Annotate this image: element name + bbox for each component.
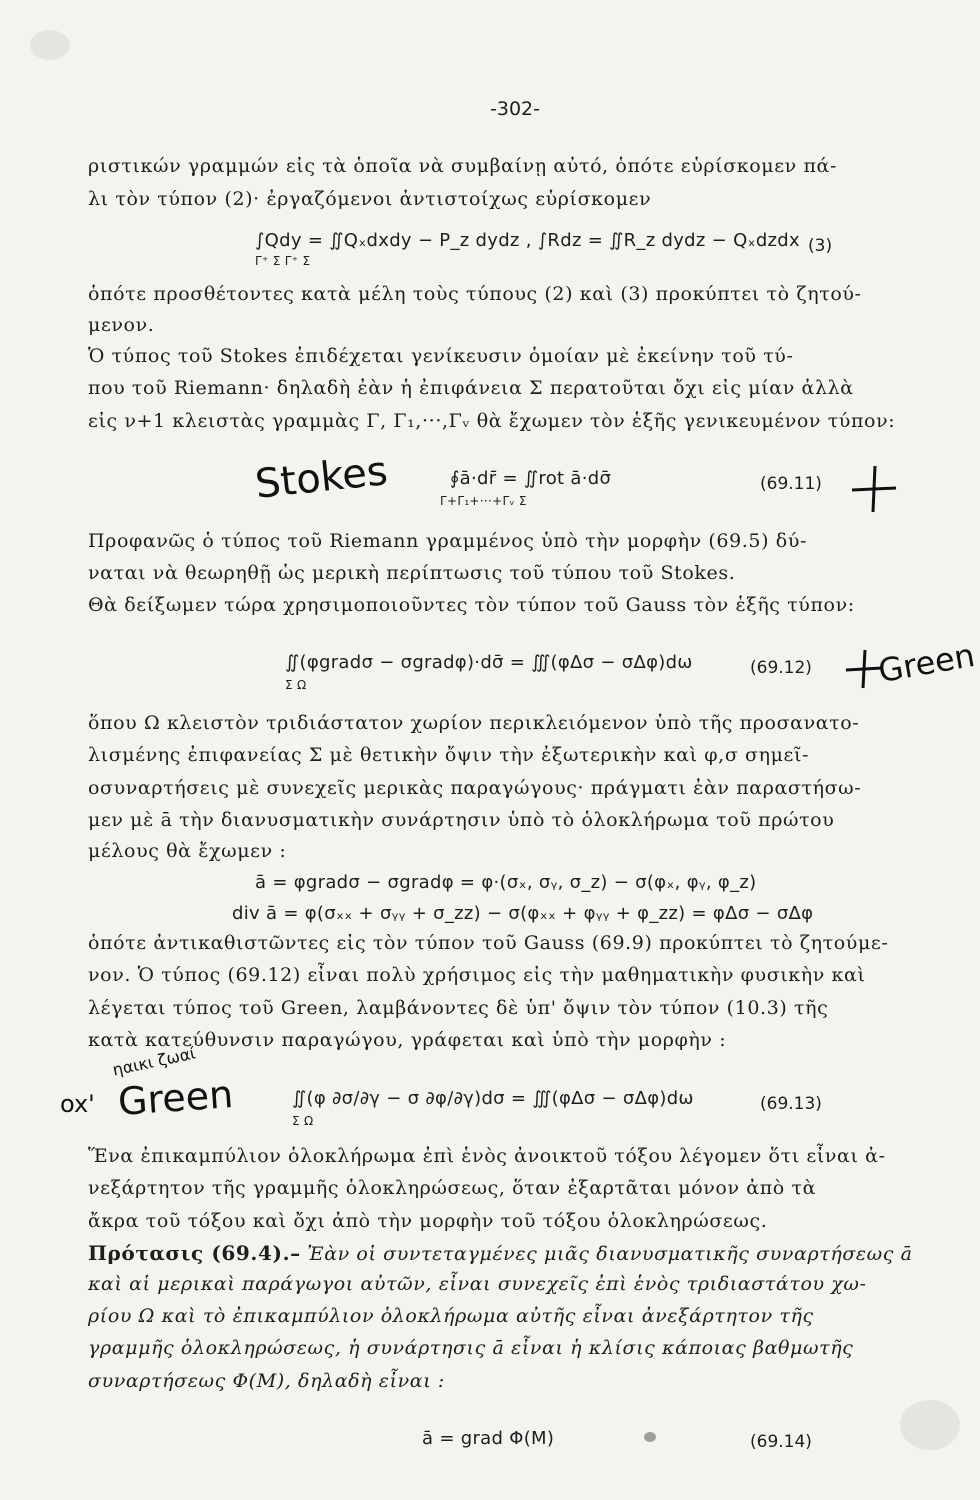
text-line: λι τὸν τύπον (2)· ἐργαζόμενοι ἀντιστοίχως εὑρίσκομεν xyxy=(88,188,652,210)
ink-spot xyxy=(644,1432,656,1442)
text-line: που τοῦ Riemann· δηλαδὴ ἐὰν ἡ ἐπιφάνεια Σ περατοῦται ὄχι εἰς μίαν ἀλλὰ xyxy=(88,377,854,399)
equation-69-14: ā = grad Φ(Μ) xyxy=(422,1428,555,1449)
text-line: μενον. xyxy=(88,314,155,336)
text-line: ναται νὰ θεωρηθῇ ὡς μερικὴ περίπτωσις τοῦ τύπου τοῦ Stokes. xyxy=(88,562,736,584)
paper-smudge xyxy=(900,1400,960,1450)
equation-69-13-limits: Σ Ω xyxy=(292,1114,314,1128)
equation-69-11-limits: Γ+Γ₁+···+Γᵥ Σ xyxy=(440,494,527,508)
text-line: λέγεται τύπος τοῦ Green, λαμβάνοντες δὲ ὑπ' ὄψιν τὸν τύπον (10.3) τῆς xyxy=(88,997,829,1019)
text-line: γραμμῆς ὁλοκληρώσεως, ἡ συνάρτησις ā εἶναι ἡ κλίσις κάποιας βαθμωτῆς xyxy=(88,1337,854,1359)
text-line: μέλους θὰ ἔχωμεν : xyxy=(88,840,287,862)
text-line: ὅπου Ω κλειστὸν τριδιάστατον χωρίον περικλειόμενον ὑπὸ τῆς προσανατο- xyxy=(88,712,860,734)
paper-smudge xyxy=(30,30,70,60)
text-line: λισμένης ἐπιφανείας Σ μὲ θετικὴν ὄψιν τὴν ἐξωτερικὴν καὶ φ,σ σημεῖ- xyxy=(88,744,810,766)
handwritten-green: Green xyxy=(116,1072,235,1124)
equation-69-12-limits: Σ Ω xyxy=(285,678,307,692)
handwritten-note: ηαικι ζωαί xyxy=(110,1043,198,1080)
text-line: νεξάρτητον τῆς γραμμῆς ὁλοκληρώσεως, ὅταν ἐξαρτᾶται μόνον ἀπὸ τὰ xyxy=(88,1177,817,1199)
text-line: ρίου Ω καὶ τὸ ἐπικαμπύλιον ὁλοκλήρωμα αὐτῆς εἶναι ἀνεξάρτητον τῆς xyxy=(88,1305,814,1327)
proposition-title: Πρότασις (69.4).– xyxy=(88,1241,301,1265)
text-line: ἄκρα τοῦ τόξου καὶ ὄχι ἀπὸ τὴν μορφὴν τοῦ τόξου ὁλοκληρώσεως. xyxy=(88,1210,768,1232)
equation-div-a: div ā = φ(σₓₓ + σᵧᵧ + σ_zz) − σ(φₓₓ + φᵧᵧ + φ_zz) = φΔσ − σΔφ xyxy=(232,903,814,924)
text-line: Ἕνα ἐπικαμπύλιον ὁλοκλήρωμα ἐπὶ ἑνὸς ἀνοικτοῦ τόξου λέγομεν ὅτι εἶναι ἀ- xyxy=(88,1145,886,1167)
text-line: Προφανῶς ὁ τύπος τοῦ Riemann γραμμένος ὑπὸ τὴν μορφὴν (69.5) δύ- xyxy=(88,530,807,552)
equation-3-limits: Γ⁺ Σ Γ⁺ Σ xyxy=(255,254,311,268)
equation-number: (69.11) xyxy=(760,474,822,494)
equation-number: (69.12) xyxy=(750,658,812,678)
text-line: συναρτήσεως Φ(Μ), δηλαδὴ εἶναι : xyxy=(88,1370,445,1392)
text-line: ὁπότε ἀντικαθιστῶντες εἰς τὸν τύπον τοῦ Gauss (69.9) προκύπτει τὸ ζητούμε- xyxy=(88,932,889,954)
equation-69-11: ∮ā·dr̄ = ∬rot ā·dσ̄ xyxy=(450,468,612,489)
text-line: νον. Ὁ τύπος (69.12) εἶναι πολὺ χρήσιμος εἰς τὴν μαθηματικὴν φυσικὴν καὶ xyxy=(88,964,866,986)
handwritten-plus-mark xyxy=(848,462,900,514)
page-number: -302- xyxy=(490,98,540,120)
handwritten-ox: ox' xyxy=(60,1090,95,1118)
proposition-text: Ἐὰν οἱ συντεταγμένες μιᾶς διανυσματικῆς συναρτήσεως ā xyxy=(307,1243,913,1265)
equation-69-12: ∬(φgradσ − σgradφ)·dσ̄ = ∭(φΔσ − σΔφ)dω xyxy=(285,652,693,673)
text-line: κατὰ κατεύθυνσιν παραγώγου, γράφεται καὶ ὑπὸ τὴν μορφὴν : xyxy=(88,1029,727,1051)
text-line: εἰς ν+1 κλειστὰς γραμμὰς Γ, Γ₁,···,Γᵥ θὰ ἔχωμεν τὸν ἑξῆς γενικευμένον τύπον: xyxy=(88,410,896,432)
equation-69-13: ∬(φ ∂σ/∂γ − σ ∂φ/∂γ)dσ = ∭(φΔσ − σΔφ)dω xyxy=(292,1088,694,1109)
handwritten-stokes: Stokes xyxy=(252,448,390,508)
equation-vector-a: ā = φgradσ − σgradφ = φ·(σₓ, σᵧ, σ_z) − σ(φₓ, φᵧ, φ_z) xyxy=(255,872,757,893)
text-line: ριστικών γραμμών εἰς τὰ ὁποῖα νὰ συμβαίνῃ αὐτό, ὁπότε εὑρίσκομεν πά- xyxy=(88,155,837,177)
text-line: Θὰ δείξωμεν τώρα χρησιμοποιοῦντες τὸν τύπον τοῦ Gauss τὸν ἑξῆς τύπον: xyxy=(88,594,855,616)
text-line: Ὁ τύπος τοῦ Stokes ἐπιδέχεται γενίκευσιν ὁμοίαν μὲ ἐκείνην τοῦ τύ- xyxy=(88,345,794,367)
equation-number: (3) xyxy=(808,236,833,256)
text-line: καὶ αἱ μερικαὶ παράγωγοι αὐτῶν, εἶναι συνεχεῖς ἐπὶ ἑνὸς τριδιαστάτου χω- xyxy=(88,1273,867,1295)
text-line: ὁπότε προσθέτοντες κατὰ μέλη τοὺς τύπους (2) καὶ (3) προκύπτει τὸ ζητού- xyxy=(88,283,862,305)
equation-number: (69.13) xyxy=(760,1094,822,1114)
proposition-line xyxy=(88,1241,913,1265)
equation-number: (69.14) xyxy=(750,1432,812,1452)
text-line: οσυναρτήσεις μὲ συνεχεῖς μερικὰς παραγώγους· πράγματι ἐὰν παραστήσω- xyxy=(88,777,862,799)
handwritten-green: Green xyxy=(875,635,978,691)
text-line: μεν μὲ ā τὴν διανυσματικὴν συνάρτησιν ὑπὸ τὸ ὁλοκλήρωμα τοῦ πρώτου xyxy=(88,809,835,831)
equation-3: ∫Qdy = ∬Qₓdxdy − P_z dydz , ∫Rdz = ∬R_z dydz − Qₓdzdx xyxy=(255,230,800,251)
